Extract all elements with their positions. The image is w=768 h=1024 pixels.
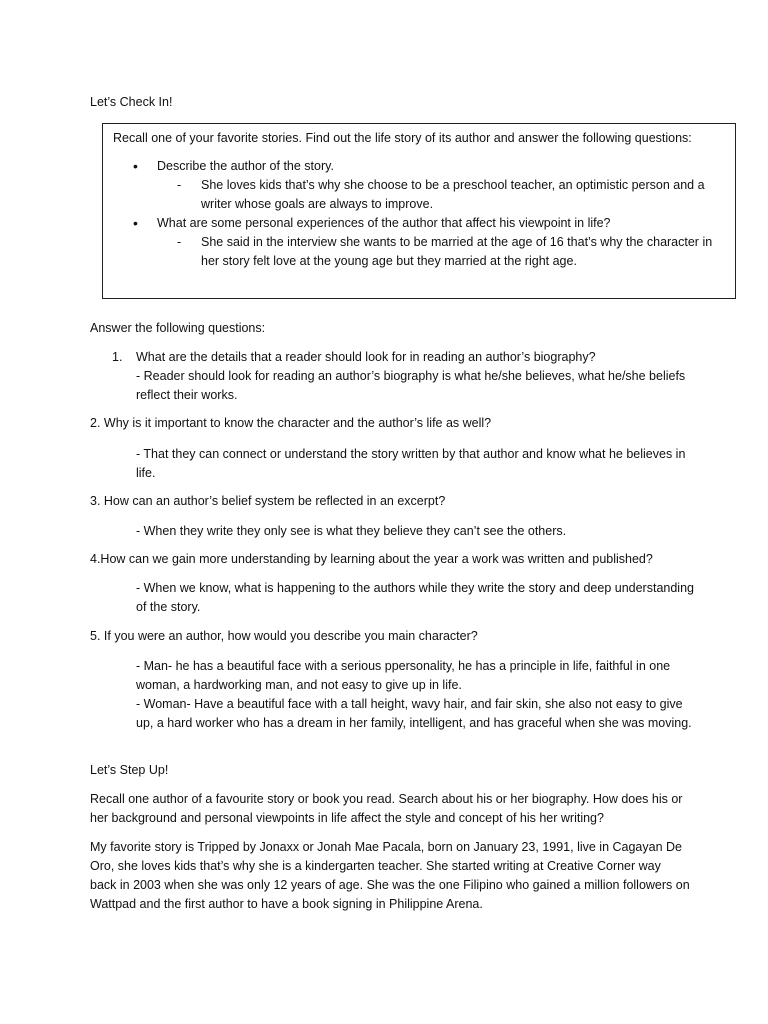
answer-3: - When they write they only see is what they believe they can’t see the others. (136, 524, 567, 538)
dash-marker: - (177, 178, 182, 192)
answer-5-woman: - Woman- Have a beautiful face with a tall height, wavy hair, and fair skin, she also not easy to give up, a hard worker who has a dream in her family, intelligent, and has graceful when she was moving. (136, 697, 692, 730)
question-number: 1. (112, 350, 123, 364)
bullet-icon: • (133, 215, 138, 231)
answer-text: She said in the interview she wants to be married at the age of 16 that’s why the character in her story felt love at the young age but they married at the right age. (201, 235, 713, 268)
answer-text: She loves kids that’s why she choose to be a preschool teacher, an optimistic person and a writer whose goals are always to improve. (201, 178, 705, 211)
answer-4: - When we know, what is happening to the authors while they write the story and deep understanding of the story. (136, 581, 694, 614)
answer-2: - That they can connect or understand the story written by that author and know what he believes in life. (136, 447, 686, 480)
question-1: What are the details that a reader should look for in reading an author’s biography? (136, 350, 596, 364)
bullet-text: Describe the author of the story. (157, 159, 334, 173)
question-5: 5. If you were an author, how would you describe you main character? (90, 629, 478, 643)
box-intro-text: Recall one of your favorite stories. Find out the life story of its author and answer the following questions: (113, 131, 692, 145)
questions-heading: Answer the following questions: (90, 321, 266, 335)
question-2: 2. Why is it important to know the character and the author’s life as well? (90, 416, 492, 430)
step-up-prompt: Recall one author of a favourite story or book you read. Search about his or her biography. How does his or her background and personal viewpoints in life affect the style and concept of his her writing? (90, 792, 683, 825)
check-in-box (102, 123, 736, 299)
answer-5-man: - Man- he has a beautiful face with a serious ppersonality, he has a principle in life, faithful in one woman, a hardworking man, and not easy to give up in life. (136, 659, 671, 692)
step-up-heading: Let’s Step Up! (90, 763, 169, 777)
answer-1: - Reader should look for reading an author’s biography is what he/she believes, what he/she beliefs reflect their works. (136, 369, 686, 402)
dash-marker: - (177, 235, 182, 249)
question-4: 4.How can we gain more understanding by learning about the year a work was written and published? (90, 552, 653, 566)
step-up-answer: My favorite story is Tripped by Jonaxx or Jonah Mae Pacala, born on January 23, 1991, live in Cagayan De Oro, she loves kids that’s why she is a kindergarten teacher. She started writing at Creative Corner way back in 2003 when she was only 12 years of age. She was the one Filipino who gained a million followers on Wattpad and the first author to have a book signing in Philippine Arena. (90, 840, 690, 911)
question-3: 3. How can an author’s belief system be reflected in an excerpt? (90, 494, 446, 508)
check-in-heading: Let’s Check In! (90, 95, 173, 109)
bullet-icon: • (133, 158, 138, 174)
bullet-text: What are some personal experiences of the author that affect his viewpoint in life? (157, 216, 611, 230)
